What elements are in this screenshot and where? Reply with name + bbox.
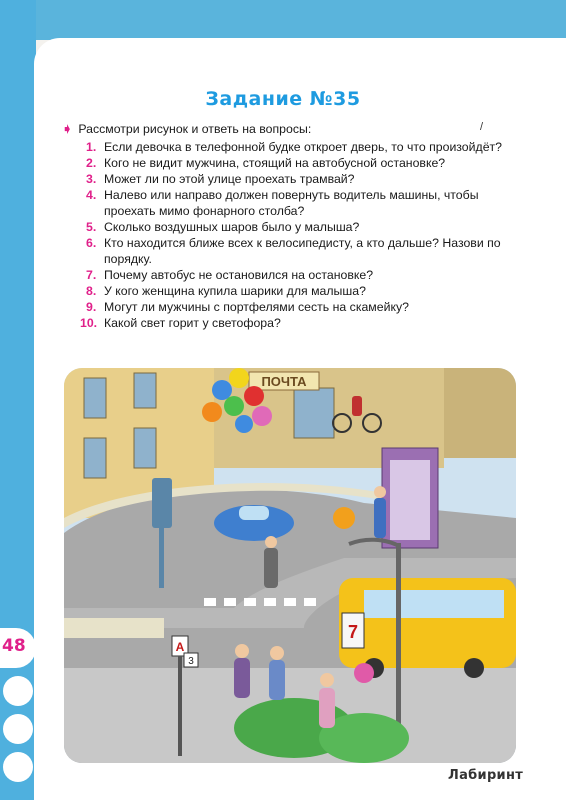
decorative-dot — [3, 714, 33, 744]
question-number: 7. — [86, 268, 97, 282]
task-title: Задание №35 — [205, 88, 361, 110]
question-text: Почему автобус не остановился на остановке? — [104, 268, 374, 282]
question-item — [86, 219, 516, 235]
question-number: 1. — [86, 140, 97, 154]
pencil-tick-mark: / — [480, 121, 484, 133]
question-text: У кого женщина купила шарики для малыша? — [104, 284, 366, 298]
question-list — [80, 139, 516, 331]
publisher-watermark: Лабиринт — [448, 768, 524, 783]
question-number: 9. — [86, 300, 97, 314]
decorative-dot — [3, 752, 33, 782]
double-arrow-icon: ➧ — [62, 122, 73, 136]
question-item — [86, 283, 516, 299]
question-text: Может ли по этой улице проехать трамвай? — [104, 172, 355, 186]
question-number: 5. — [86, 220, 97, 234]
question-text: Налево или направо должен повернуть водитель машины, чтобы проехать мимо фонарного столба? — [104, 188, 479, 218]
task-intro — [62, 122, 311, 136]
question-item — [86, 187, 516, 219]
question-text: Кто находится ближе всех к велосипедисту, а кто дальше? Назови по порядку. — [104, 236, 501, 266]
post-office-sign: ПОЧТА — [261, 374, 307, 389]
question-number: 2. — [86, 156, 97, 170]
question-item — [86, 139, 516, 155]
street-scene-drawing — [64, 368, 516, 763]
bus-stop-letter: А — [175, 640, 185, 654]
question-text: Какой свет горит у светофора? — [104, 316, 281, 330]
question-item — [86, 155, 516, 171]
top-color-band — [0, 0, 566, 40]
bus-number-label: 7 — [347, 622, 359, 642]
question-item — [86, 267, 516, 283]
question-number: 8. — [86, 284, 97, 298]
question-item — [80, 315, 516, 331]
question-item — [86, 299, 516, 315]
question-number: 6. — [86, 236, 97, 250]
page-number: 48 — [2, 636, 26, 656]
bus-stop-number: 3 — [188, 656, 194, 667]
question-item — [86, 235, 516, 267]
question-text: Кого не видит мужчина, стоящий на автобусной остановке? — [104, 156, 446, 170]
intro-text: Рассмотри рисунок и ответь на вопросы: — [78, 122, 312, 136]
question-item — [86, 171, 516, 187]
question-number: 10. — [80, 316, 98, 330]
street-illustration — [64, 368, 516, 763]
question-text: Могут ли мужчины с портфелями сесть на скамейку? — [104, 300, 409, 314]
decorative-dot — [3, 676, 33, 706]
question-number: 4. — [86, 188, 97, 202]
question-text: Сколько воздушных шаров было у малыша? — [104, 220, 360, 234]
question-number: 3. — [86, 172, 97, 186]
question-text: Если девочка в телефонной будке откроет дверь, то что произойдёт? — [104, 140, 503, 154]
